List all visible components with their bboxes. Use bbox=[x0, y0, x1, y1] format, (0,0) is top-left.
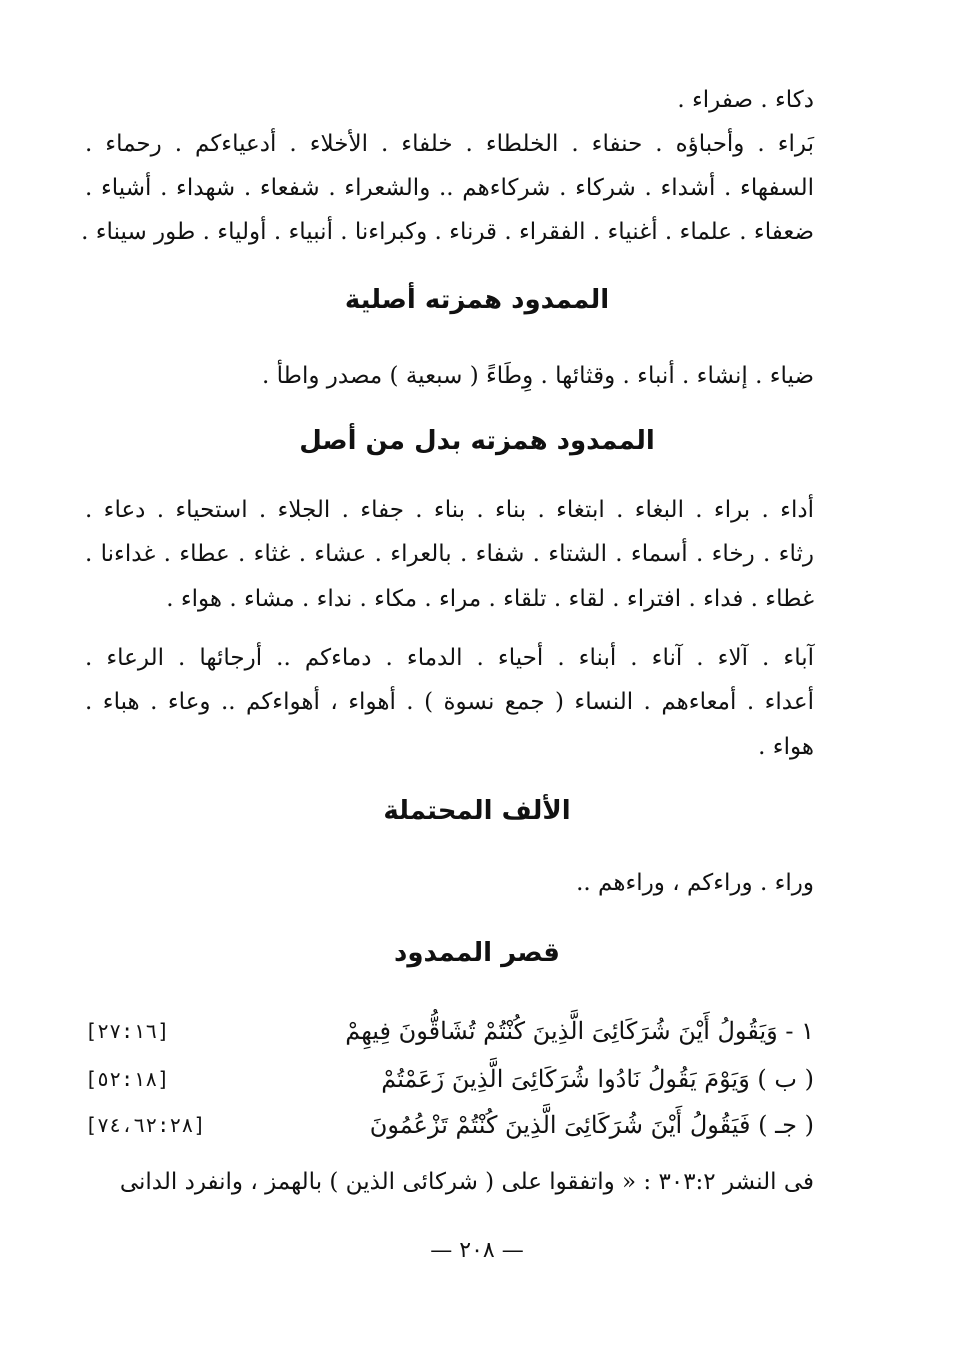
verse-row bbox=[85, 1014, 814, 1048]
verse-reference: [٢٧:١٦] bbox=[85, 1019, 170, 1043]
text-line: ضعفاء . علماء . أغنياء . الفقراء . قرناء . وكبراءنا . أنبياء . أولياء . طور سيناء . bbox=[81, 219, 814, 245]
page-number: — ٢٠٨ — bbox=[430, 1238, 524, 1263]
text-line: ضياء . إنشاء . أنباء . وقثائها . وِطَاءً ( سبعية ) مصدر واطأ . bbox=[262, 363, 814, 389]
text-line: آباء . آلاء . آناء . أبناء . أحياء . الدماء . دماءكم .. أرجائها . الرعاء . bbox=[85, 645, 814, 671]
text-line: السفهاء . أشداء . شركاء . شركاءهم .. والشعراء . شفعاء . شهداء . أشياء . bbox=[85, 175, 814, 201]
verse-row bbox=[85, 1062, 814, 1096]
footer-note: فى النشر ٣٠٣:٢ : « واتفقوا على ( شركائى الذين ) بالهمز ، وانفرد الدانى bbox=[119, 1169, 814, 1195]
text-line: أداء . براء . البغاء . ابتغاء . بناء . بناء . جفاء . الجلاء . استحياء . دعاء . bbox=[85, 497, 814, 523]
text-line: دكاء . صفراء . bbox=[677, 87, 814, 113]
section-heading: الممدود همزته بدل من أصل bbox=[299, 426, 655, 456]
text-line: هواء . bbox=[758, 734, 814, 760]
section-heading: الممدود همزته أصلية bbox=[344, 285, 610, 315]
verse-text: ١ - وَيَقُولُ أَيْنَ شُرَكَائِىَ الَّذِينَ كُنْتُمْ تُشَاقُّونَ فِيهِمْ bbox=[345, 1017, 814, 1045]
text-line: رثاء . رخاء . أسماء . الشتاء . شفاء . بالعراء . عشاء . غثاء . عطاء . غداءنا . bbox=[85, 541, 814, 567]
section-heading: قصر الممدود bbox=[394, 938, 560, 968]
text-line: وراء . وراءكم ، وراءهم .. bbox=[576, 870, 814, 896]
text-line: أعداء . أمعاءهم . النساء ( جمع نسوة ) . أهواء ، أهواءكم .. وعاء . هباء . bbox=[85, 689, 814, 715]
verse-text: ( ب ) وَيَوْمَ يَقُولُ نَادُوا شُرَكَائِىَ الَّذِينَ زَعَمْتُمْ bbox=[381, 1065, 814, 1093]
text-line: غطاء . فداء . افتراء . لقاء . تلقاء . مراء . مكاء . نداء . مشاء . هواء . bbox=[166, 586, 814, 612]
verse-reference: [٥٢:١٨] bbox=[85, 1067, 170, 1091]
text-line: بَراء . وأحباؤه . حنفاء . الخلطاء . خلفاء . الأخلاء . أدعياءكم . رحماء . bbox=[85, 131, 814, 157]
verse-reference: [٧٤،٦٢:٢٨] bbox=[85, 1113, 206, 1137]
verse-text: ( جـ ) فَيَقُولُ أَيْنَ شُرَكَائِىَ الَّذِينَ كُنْتُمْ تَزْعُمُونَ bbox=[369, 1111, 814, 1139]
section-heading: الألف المحتملة bbox=[383, 796, 571, 826]
verse-row bbox=[85, 1108, 814, 1142]
